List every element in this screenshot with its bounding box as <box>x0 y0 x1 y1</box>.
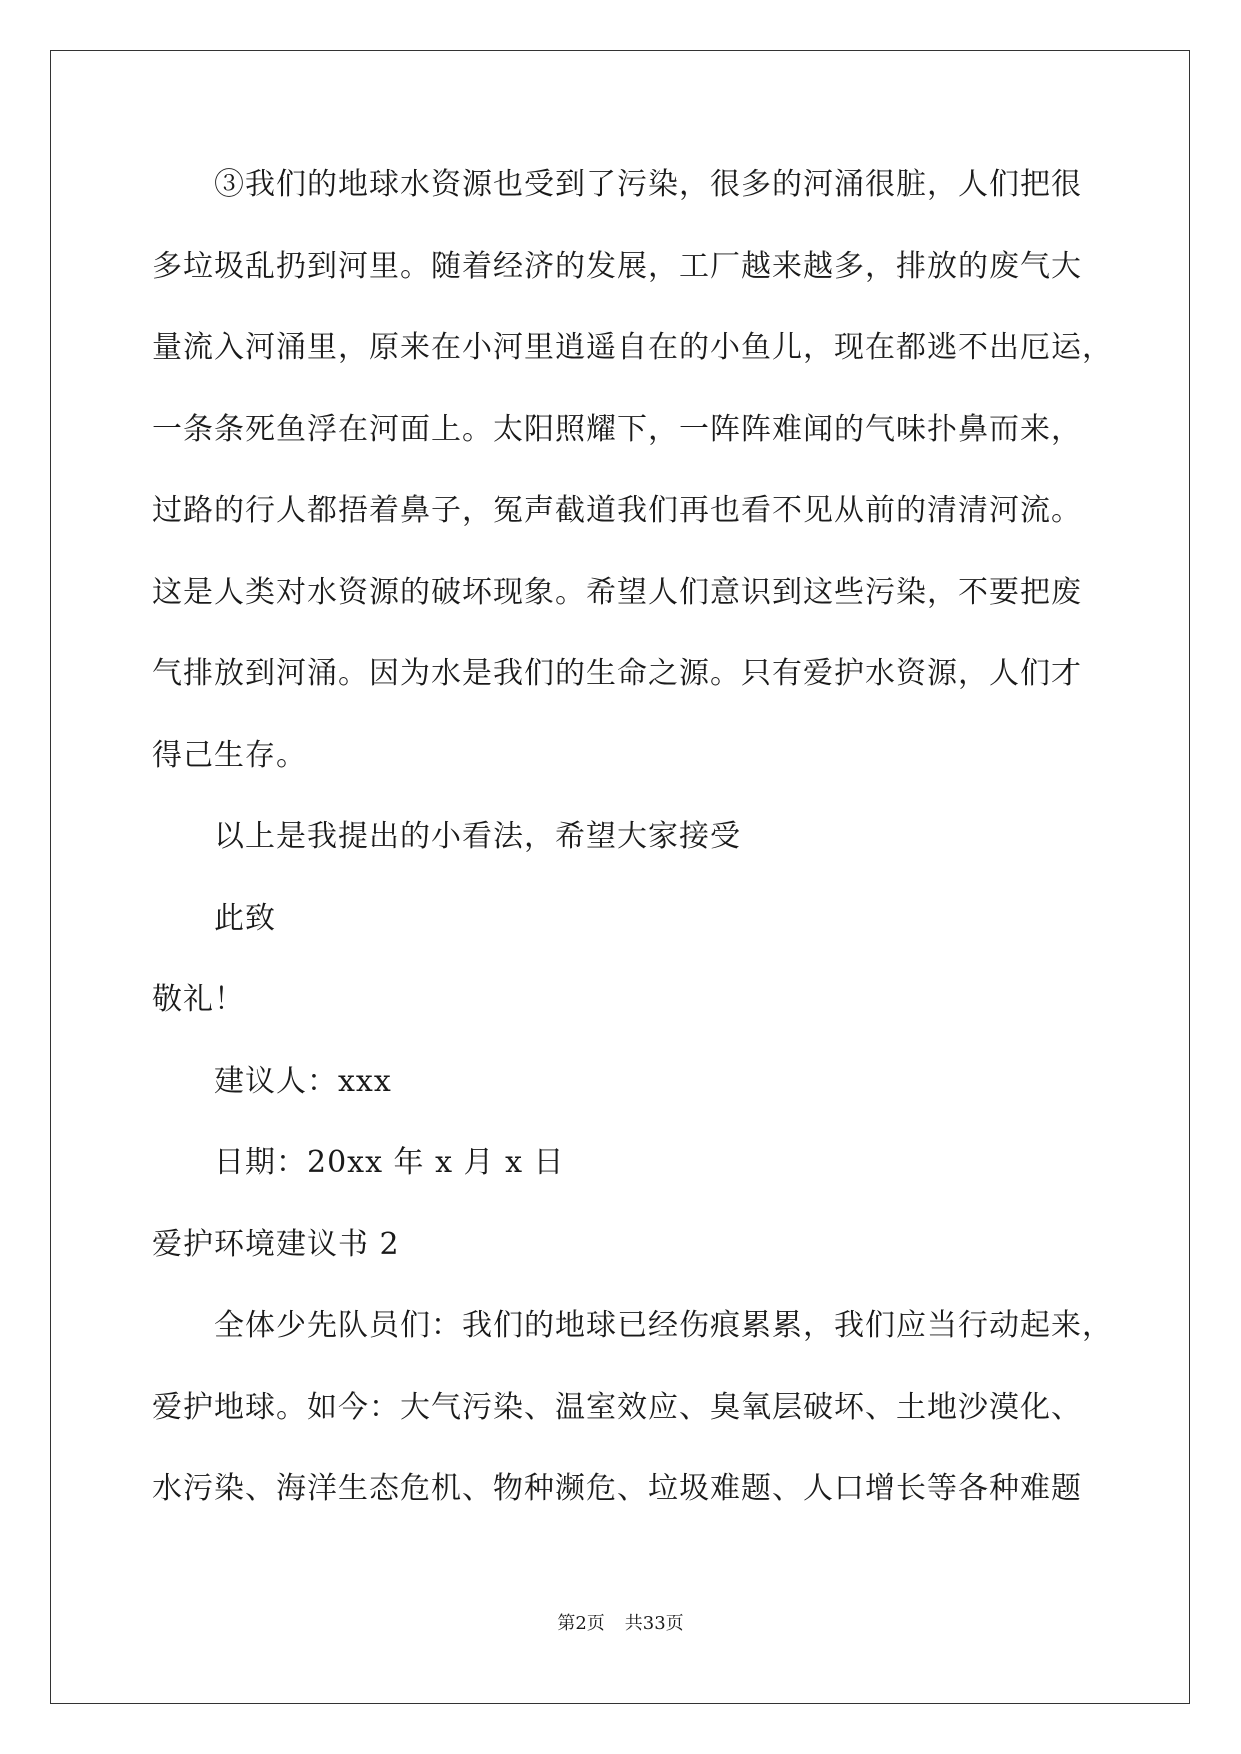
page-suffix: 页 <box>586 1613 605 1634</box>
paragraph-water-pollution-line-5: 过路的行人都捂着鼻子，冤声截道我们再也看不见从前的清清河流。 <box>152 493 1082 528</box>
page-number: 2 <box>575 1613 587 1634</box>
paragraph-water-pollution-line-2: 多垃圾乱扔到河里。随着经济的发展，工厂越来越多，排放的废气大 <box>152 248 1082 284</box>
paragraph-water-pollution-line-4: 一条条死鱼浮在河面上。太阳照耀下，一阵阵难闻的气味扑鼻而来， <box>152 411 1082 447</box>
paragraph-proposal-2-line-2: 爱护地球。如今：大气污染、温室效应、臭氧层破坏、土地沙漠化、 <box>152 1389 1082 1425</box>
total-prefix: 共 <box>624 1613 643 1634</box>
signature-date: 日期：20xx 年 x 月 x 日 <box>214 1145 565 1180</box>
salutation-cizhi: 此致 <box>214 900 276 936</box>
document-body <box>152 160 1113 1546</box>
total-pages: 33 <box>642 1613 666 1634</box>
page-footer <box>0 1612 1241 1636</box>
paragraph-proposal-2-line-3: 水污染、海洋生态危机、物种濒危、垃圾难题、人口增长等各种难题 <box>152 1471 1082 1506</box>
paragraph-water-pollution-line-8: 得己生存。 <box>152 737 307 773</box>
paragraph-water-pollution-line-7: 气排放到河涌。因为水是我们的生命之源。只有爱护水资源，人们才 <box>152 656 1082 691</box>
signature-proposer: 建议人：xxx <box>214 1063 392 1099</box>
section-heading: 爱护环境建议书 2 <box>152 1226 400 1262</box>
total-suffix: 页 <box>665 1613 684 1634</box>
paragraph-proposal-2-line-1: 全体少先队员们：我们的地球已经伤痕累累，我们应当行动起来， <box>214 1308 1113 1343</box>
paragraph-water-pollution-line-6: 这是人类对水资源的破坏现象。希望人们意识到这些污染，不要把废 <box>152 574 1082 610</box>
paragraph-water-pollution-line-1: ③我们的地球水资源也受到了污染，很多的河涌很脏，人们把很 <box>214 167 1082 202</box>
closing-remark: 以上是我提出的小看法，希望大家接受 <box>214 819 741 854</box>
salutation-jingli: 敬礼！ <box>152 982 245 1017</box>
paragraph-water-pollution-line-3: 量流入河涌里，原来在小河里逍遥自在的小鱼儿，现在都逃不出厄运， <box>152 330 1113 365</box>
page-prefix: 第 <box>557 1613 576 1634</box>
